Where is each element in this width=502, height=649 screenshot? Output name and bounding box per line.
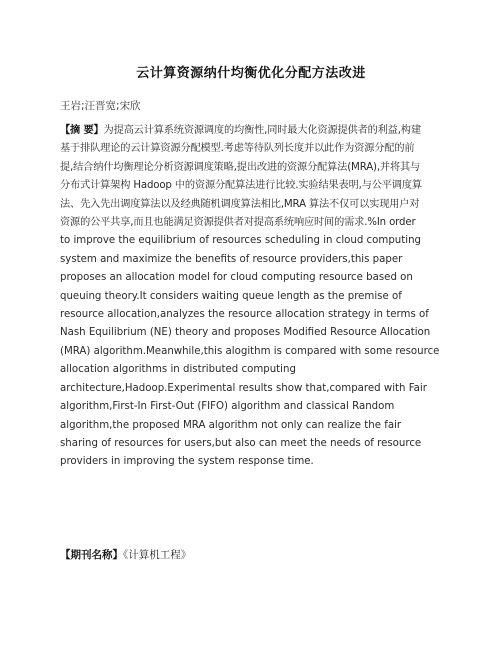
- journal-name: 《计算机工程》: [123, 549, 192, 561]
- abstract-line: [60, 122, 444, 140]
- abstract-line: resource allocation,analyzes the resource allocation strategy in terms of: [60, 309, 429, 321]
- abstract-label: 【摘 要】: [60, 125, 104, 136]
- abstract-line: (MRA) algorithm.Meanwhile,this alogithm is compared with some resource: [60, 345, 440, 357]
- journal-info: [60, 547, 191, 562]
- abstract-line: 资源的公平共享,而且也能满足资源提供者对提高系统响应时间的需求.%In order: [60, 217, 416, 229]
- abstract-line: 分布式计算架构 Hadoop 中的资源分配算法进行比较.实验结果表明,与公平调度算: [60, 180, 422, 192]
- abstract-line: 法、先入先出调度算法以及经典随机调度算法相比,MRA 算法不仅可以实现用户对: [60, 198, 420, 210]
- abstract-line: 基于排队理论的云计算资源分配模型.考虑等待队列长度并以此作为资源分配的前: [60, 143, 415, 155]
- abstract-line: 提,结合纳什均衡理论分析资源调度策略,提出改进的资源分配算法(MRA),并将其与: [60, 161, 421, 173]
- abstract-section: [60, 122, 444, 472]
- abstract-line: architecture,Hadoop.Experimental results show that,compared with Fair: [60, 382, 427, 394]
- abstract-paragraph: [60, 122, 444, 472]
- paper-authors: 王岩;汪晋宽;宋欣: [60, 100, 141, 112]
- abstract-line-text: 为提高云计算系统资源调度的均衡性,同时最大化资源提供者的利益,构建: [103, 125, 421, 136]
- abstract-line: Nash Equilibrium (NE) theory and proposes Modified Resource Allocation: [60, 327, 431, 339]
- abstract-line: queuing theory.It considers waiting queue length as the premise of: [60, 290, 402, 302]
- abstract-line: providers in improving the system response time.: [60, 456, 314, 468]
- journal-label: 【期刊名称】: [60, 549, 123, 561]
- abstract-line: proposes an allocation model for cloud computing resource based on: [60, 272, 413, 284]
- paper-title: 云计算资源纳什均衡优化分配方法改进: [136, 66, 366, 81]
- abstract-line: allocation algorithms in distributed computing: [60, 364, 296, 376]
- abstract-line: algorithm,the proposed MRA algorithm not only can realize the fair: [60, 419, 402, 431]
- abstract-line: sharing of resources for users,but also can meet the needs of resource: [60, 437, 422, 449]
- abstract-line: to improve the equilibrium of resources scheduling in cloud computing: [60, 235, 421, 247]
- abstract-line: system and maximize the benefits of resource providers,this paper: [60, 253, 403, 265]
- abstract-line: algorithm,First-In First-Out (FIFO) algorithm and classical Random: [60, 401, 395, 413]
